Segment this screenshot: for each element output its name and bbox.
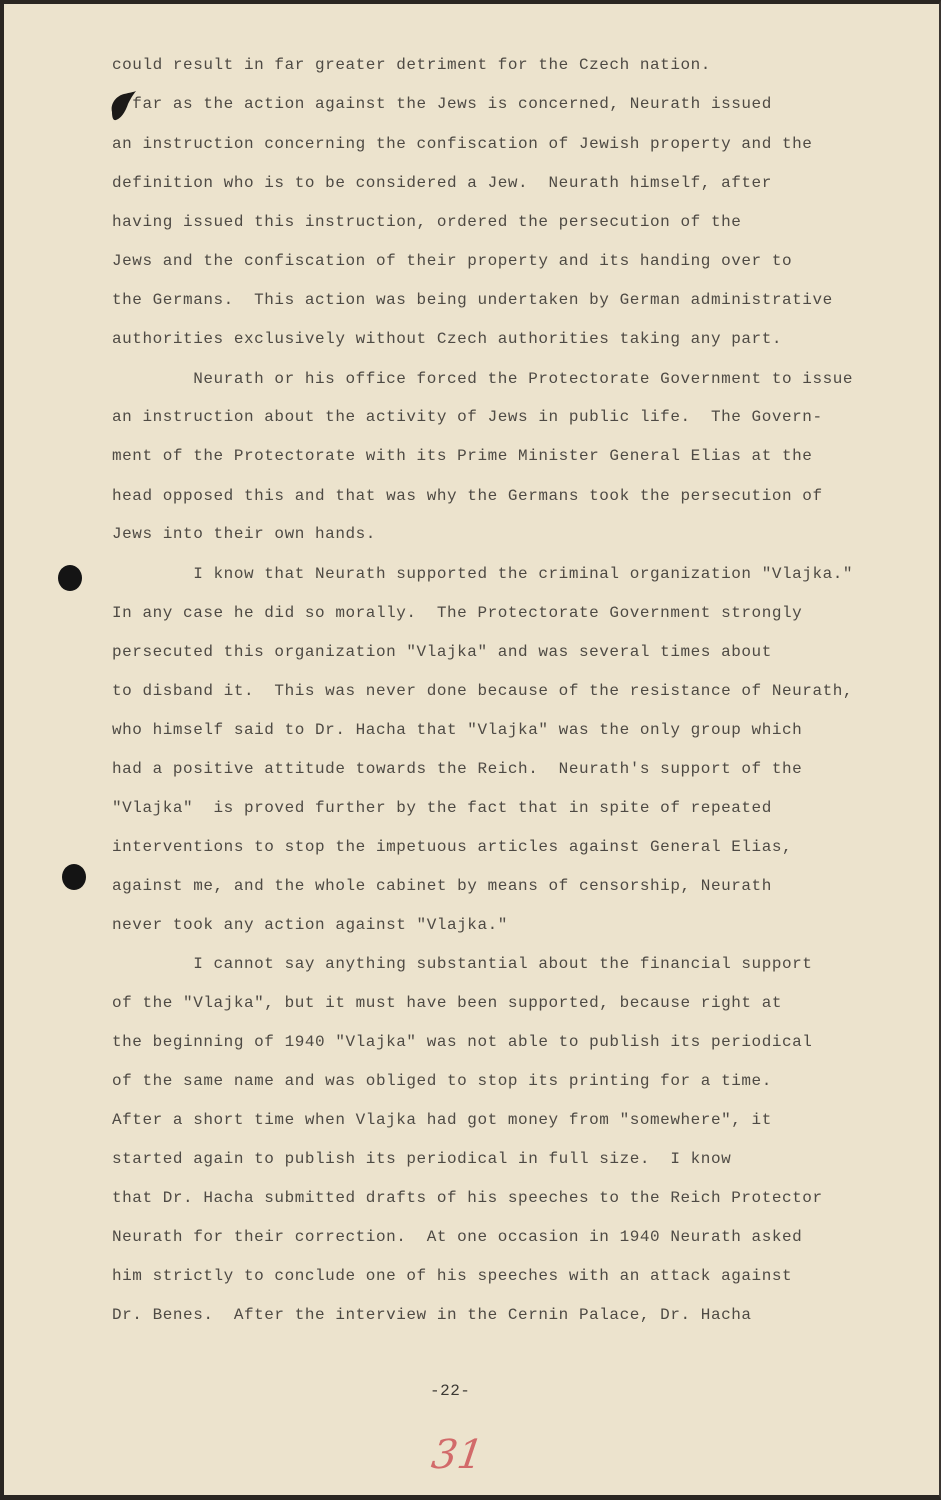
text-line: to disband it. This was never done because of the resistance of Neurath, (112, 682, 854, 700)
text-line: After a short time when Vlajka had got money from "somewhere", it (112, 1111, 772, 1129)
text-line: that Dr. Hacha submitted drafts of his speeches to the Reich Protector (112, 1189, 823, 1207)
text-line: never took any action against "Vlajka." (112, 916, 508, 934)
text-line: an instruction concerning the confiscation of Jewish property and the (112, 135, 813, 153)
text-line: had a positive attitude towards the Reich. Neurath's support of the (112, 760, 803, 778)
text-line: the beginning of 1940 "Vlajka" was not able to publish its periodical (112, 1033, 813, 1051)
text-line: I know that Neurath supported the criminal organization "Vlajka." (112, 565, 854, 583)
text-line: head opposed this and that was why the Germans took the persecution of (112, 487, 823, 505)
text-line: against me, and the whole cabinet by means of censorship, Neurath (112, 877, 772, 895)
text-line: could result in far greater detriment for the Czech nation. (112, 56, 711, 74)
handwritten-page-number: 31 (428, 1432, 487, 1478)
text-line: the Germans. This action was being undertaken by German administrative (112, 291, 833, 309)
text-line: an instruction about the activity of Jews in public life. The Govern- (112, 408, 823, 426)
text-line: him strictly to conclude one of his speeches with an attack against (112, 1267, 793, 1285)
page-number: -22- (430, 1382, 471, 1400)
text-line: authorities exclusively without Czech authorities taking any part. (112, 330, 783, 348)
text-line: interventions to stop the impetuous articles against General Elias, (112, 838, 793, 856)
text-line: definition who is to be considered a Jew. Neurath himself, after (112, 174, 772, 192)
text-line: In any case he did so morally. The Protectorate Government strongly (112, 604, 803, 622)
text-line: having issued this instruction, ordered the persecution of the (112, 213, 742, 231)
text-line: Neurath or his office forced the Protectorate Government to issue (112, 370, 854, 388)
punch-hole-top (58, 565, 82, 591)
text-line: Jews and the confiscation of their property and its handing over to (112, 252, 793, 270)
text-line: far as the action against the Jews is concerned, Neurath issued (112, 95, 772, 113)
text-line: Neurath for their correction. At one occasion in 1940 Neurath asked (112, 1228, 803, 1246)
text-line: Dr. Benes. After the interview in the Cernin Palace, Dr. Hacha (112, 1306, 752, 1324)
text-line: started again to publish its periodical in full size. I know (112, 1150, 732, 1168)
text-line: who himself said to Dr. Hacha that "Vlajka" was the only group which (112, 721, 803, 739)
text-line: I cannot say anything substantial about the financial support (112, 955, 813, 973)
text-line: of the "Vlajka", but it must have been supported, because right at (112, 994, 783, 1012)
text-line: Jews into their own hands. (112, 525, 376, 543)
text-line: of the same name and was obliged to stop its printing for a time. (112, 1072, 772, 1090)
text-line: ment of the Protectorate with its Prime Minister General Elias at the (112, 447, 813, 465)
text-line: "Vlajka" is proved further by the fact that in spite of repeated (112, 799, 772, 817)
punch-hole-bottom (62, 864, 86, 890)
text-line: persecuted this organization "Vlajka" and was several times about (112, 643, 772, 661)
